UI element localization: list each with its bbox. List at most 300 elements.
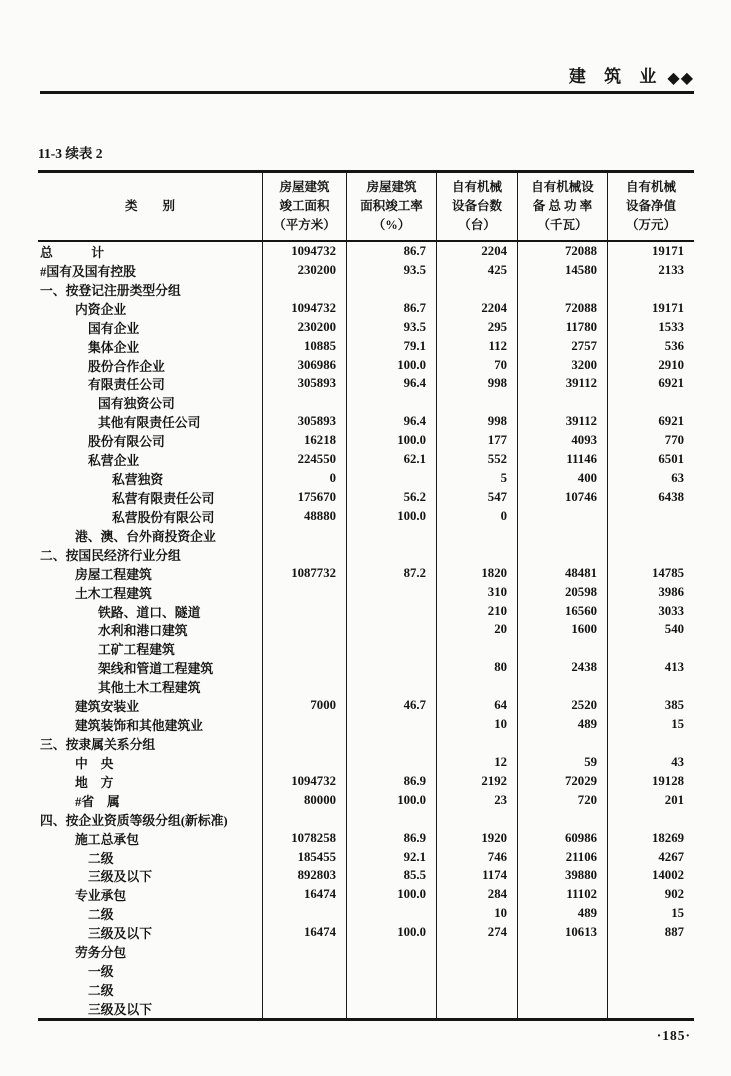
cell-value: 552 xyxy=(436,450,517,469)
cell-value: 3033 xyxy=(607,602,694,621)
column-header: 类 别 xyxy=(124,199,175,214)
table-row xyxy=(38,261,694,280)
row-label: 三级及以下 xyxy=(88,1002,152,1017)
row-label: 有限责任公司 xyxy=(88,378,165,393)
cell-value xyxy=(607,677,694,696)
cell-value: 2133 xyxy=(607,261,694,280)
cell-value: 100.0 xyxy=(346,507,436,526)
table-row xyxy=(38,639,694,658)
cell-value: 80000 xyxy=(262,791,346,810)
cell-value xyxy=(436,526,517,545)
cell-value: 274 xyxy=(436,923,517,942)
cell-value: 86.9 xyxy=(346,829,436,848)
cell-value: 1087732 xyxy=(262,564,346,583)
row-label: 总 计 xyxy=(40,246,104,260)
table-row xyxy=(38,299,694,318)
cell-value: 2438 xyxy=(517,658,607,677)
cell-value: 4267 xyxy=(607,848,694,867)
cell-value xyxy=(517,545,607,564)
cell-value: 306986 xyxy=(262,356,346,375)
table-row xyxy=(38,866,694,885)
column-header: 房屋建筑 竣工面积 （平方米） xyxy=(262,173,346,240)
cell-value: 43 xyxy=(607,753,694,772)
row-label: 其他土木工程建筑 xyxy=(98,681,201,696)
cell-value: 79.1 xyxy=(346,337,436,356)
cell-value xyxy=(346,545,436,564)
table-row xyxy=(38,602,694,621)
cell-value: 201 xyxy=(607,791,694,810)
cell-value xyxy=(262,980,346,999)
cell-value: 48880 xyxy=(262,507,346,526)
cell-value: 59 xyxy=(517,753,607,772)
cell-value: 16560 xyxy=(517,602,607,621)
table-row xyxy=(38,356,694,375)
cell-value: 56.2 xyxy=(346,488,436,507)
cell-value xyxy=(346,677,436,696)
cell-value xyxy=(346,393,436,412)
cell-value: 177 xyxy=(436,431,517,450)
cell-value: 10 xyxy=(436,715,517,734)
cell-value xyxy=(262,753,346,772)
cell-value xyxy=(346,583,436,602)
cell-value xyxy=(436,280,517,299)
row-label: 国有独资公司 xyxy=(98,397,175,412)
cell-value: 7000 xyxy=(262,696,346,715)
cell-value: 1533 xyxy=(607,318,694,337)
cell-value: 2192 xyxy=(436,772,517,791)
cell-value: 19171 xyxy=(607,242,694,261)
cell-value: 72088 xyxy=(517,242,607,261)
cell-value: 6438 xyxy=(607,488,694,507)
cell-value xyxy=(436,999,517,1018)
row-label: 股份有限公司 xyxy=(88,435,165,450)
cell-value: 100.0 xyxy=(346,431,436,450)
page-number: ·185· xyxy=(656,1028,691,1043)
cell-value: 2204 xyxy=(436,242,517,261)
cell-value: 4093 xyxy=(517,431,607,450)
table-row xyxy=(38,545,694,564)
row-label: 私营有限责任公司 xyxy=(112,491,215,506)
cell-value xyxy=(607,639,694,658)
cell-value xyxy=(517,677,607,696)
cell-value: 902 xyxy=(607,885,694,904)
row-label: 三级及以下 xyxy=(88,870,152,885)
column-header: 自有机械 设备净值 （万元） xyxy=(607,173,694,240)
cell-value xyxy=(346,280,436,299)
cell-value: 746 xyxy=(436,848,517,867)
table-row xyxy=(38,904,694,923)
cell-value xyxy=(346,715,436,734)
cell-value: 1094732 xyxy=(262,299,346,318)
row-label: 建筑安装业 xyxy=(75,700,139,715)
cell-value xyxy=(517,942,607,961)
table-row xyxy=(38,942,694,961)
row-label: 四、按企业资质等级分组(新标准) xyxy=(40,813,228,828)
cell-value xyxy=(607,961,694,980)
cell-value xyxy=(436,961,517,980)
cell-value: 20598 xyxy=(517,583,607,602)
cell-value xyxy=(346,469,436,488)
cell-value: 48481 xyxy=(517,564,607,583)
cell-value: 12 xyxy=(436,753,517,772)
cell-value xyxy=(262,583,346,602)
cell-value: 425 xyxy=(436,261,517,280)
cell-value xyxy=(262,393,346,412)
cell-value xyxy=(262,677,346,696)
cell-value: 892803 xyxy=(262,866,346,885)
cell-value: 1174 xyxy=(436,866,517,885)
cell-value: 14580 xyxy=(517,261,607,280)
cell-value xyxy=(517,961,607,980)
cell-value: 16218 xyxy=(262,431,346,450)
cell-value xyxy=(517,639,607,658)
cell-value: 80 xyxy=(436,658,517,677)
cell-value: 305893 xyxy=(262,412,346,431)
row-label: 二、按国民经济行业分组 xyxy=(40,548,181,563)
cell-value xyxy=(607,545,694,564)
cell-value xyxy=(262,280,346,299)
table-row xyxy=(38,696,694,715)
row-label: 三级及以下 xyxy=(88,927,152,942)
row-label: 私营股份有限公司 xyxy=(112,510,215,525)
cell-value xyxy=(346,526,436,545)
cell-value: 3986 xyxy=(607,583,694,602)
cell-value xyxy=(436,980,517,999)
cell-value xyxy=(607,526,694,545)
cell-value: 15 xyxy=(607,715,694,734)
row-label: 集体企业 xyxy=(88,340,140,355)
row-label: 架线和管道工程建筑 xyxy=(98,662,214,677)
cell-value: 385 xyxy=(607,696,694,715)
row-label: 国有企业 xyxy=(88,321,140,336)
table-row xyxy=(38,658,694,677)
cell-value: 96.4 xyxy=(346,374,436,393)
cell-value: 72088 xyxy=(517,299,607,318)
cell-value: 93.5 xyxy=(346,261,436,280)
table-row xyxy=(38,393,694,412)
cell-value: 536 xyxy=(607,337,694,356)
cell-value xyxy=(607,734,694,753)
cell-value: 100.0 xyxy=(346,356,436,375)
cell-value: 16474 xyxy=(262,885,346,904)
row-label: 二级 xyxy=(88,983,114,998)
cell-value xyxy=(517,980,607,999)
cell-value: 887 xyxy=(607,923,694,942)
cell-value xyxy=(346,999,436,1018)
cell-value xyxy=(262,715,346,734)
row-label: 水利和港口建筑 xyxy=(98,624,188,639)
table-row xyxy=(38,772,694,791)
table-header-row xyxy=(38,173,694,242)
cell-value: 210 xyxy=(436,602,517,621)
row-label: #省 属 xyxy=(75,794,120,809)
cell-value: 21106 xyxy=(517,848,607,867)
row-label: 劳务分包 xyxy=(75,946,127,961)
column-header: 自有机械 设备台数 （台） xyxy=(436,173,517,240)
cell-value xyxy=(262,658,346,677)
cell-value: 39112 xyxy=(517,412,607,431)
row-label: 一、按登记注册类型分组 xyxy=(40,283,181,298)
cell-value xyxy=(346,942,436,961)
cell-value: 547 xyxy=(436,488,517,507)
table-row xyxy=(38,829,694,848)
table-row xyxy=(38,923,694,942)
row-label: 内资企业 xyxy=(75,302,127,317)
cell-value: 16474 xyxy=(262,923,346,942)
cell-value: 1600 xyxy=(517,620,607,639)
diamond-icons: ◆◆ xyxy=(667,70,694,87)
cell-value: 19128 xyxy=(607,772,694,791)
cell-value xyxy=(517,999,607,1018)
cell-value: 60986 xyxy=(517,829,607,848)
running-head xyxy=(40,62,694,94)
cell-value xyxy=(607,280,694,299)
cell-value: 18269 xyxy=(607,829,694,848)
cell-value xyxy=(607,507,694,526)
cell-value xyxy=(262,734,346,753)
cell-value: 0 xyxy=(262,469,346,488)
cell-value: 489 xyxy=(517,904,607,923)
table-row xyxy=(38,810,694,829)
cell-value: 11146 xyxy=(517,450,607,469)
cell-value: 96.4 xyxy=(346,412,436,431)
cell-value xyxy=(262,999,346,1018)
cell-value xyxy=(262,602,346,621)
cell-value xyxy=(346,753,436,772)
cell-value: 15 xyxy=(607,904,694,923)
row-label: 工矿工程建筑 xyxy=(98,643,175,658)
cell-value: 0 xyxy=(436,507,517,526)
cell-value: 86.7 xyxy=(346,242,436,261)
table-row xyxy=(38,318,694,337)
cell-value xyxy=(346,658,436,677)
cell-value: 10613 xyxy=(517,923,607,942)
cell-value: 62.1 xyxy=(346,450,436,469)
table-row xyxy=(38,412,694,431)
cell-value: 489 xyxy=(517,715,607,734)
cell-value: 10885 xyxy=(262,337,346,356)
cell-value xyxy=(436,545,517,564)
table-row xyxy=(38,999,694,1018)
table-row xyxy=(38,431,694,450)
cell-value: 64 xyxy=(436,696,517,715)
row-label: 土木工程建筑 xyxy=(75,586,152,601)
cell-value xyxy=(346,961,436,980)
table-row xyxy=(38,734,694,753)
cell-value xyxy=(607,980,694,999)
cell-value: 100.0 xyxy=(346,791,436,810)
table-row xyxy=(38,450,694,469)
cell-value: 284 xyxy=(436,885,517,904)
row-label: 其他有限责任公司 xyxy=(98,416,201,431)
row-label: 一级 xyxy=(88,965,114,980)
row-label: 三、按隶属关系分组 xyxy=(40,737,156,752)
cell-value: 39880 xyxy=(517,866,607,885)
cell-value: 1820 xyxy=(436,564,517,583)
cell-value: 10746 xyxy=(517,488,607,507)
table-row xyxy=(38,337,694,356)
cell-value xyxy=(607,942,694,961)
table-row xyxy=(38,961,694,980)
table-row xyxy=(38,885,694,904)
cell-value: 14002 xyxy=(607,866,694,885)
cell-value: 39112 xyxy=(517,374,607,393)
table-row xyxy=(38,848,694,867)
cell-value xyxy=(262,961,346,980)
table-row xyxy=(38,507,694,526)
cell-value: 20 xyxy=(436,620,517,639)
row-label: 铁路、道口、隧道 xyxy=(98,605,201,620)
table-row xyxy=(38,715,694,734)
row-label: 港、澳、台外商投资企业 xyxy=(75,529,216,544)
cell-value: 720 xyxy=(517,791,607,810)
cell-value: 230200 xyxy=(262,261,346,280)
cell-value xyxy=(262,526,346,545)
table-row xyxy=(38,791,694,810)
row-label: 中 央 xyxy=(75,756,114,771)
cell-value xyxy=(262,810,346,829)
cell-value: 2204 xyxy=(436,299,517,318)
cell-value: 998 xyxy=(436,374,517,393)
cell-value: 540 xyxy=(607,620,694,639)
row-label: 股份合作企业 xyxy=(88,359,165,374)
table-caption: 11-3 续表 2 xyxy=(38,146,103,161)
row-label: 二级 xyxy=(88,851,114,866)
cell-value xyxy=(607,999,694,1018)
table-row xyxy=(38,753,694,772)
cell-value xyxy=(436,734,517,753)
cell-value: 86.7 xyxy=(346,299,436,318)
cell-value: 87.2 xyxy=(346,564,436,583)
cell-value: 72029 xyxy=(517,772,607,791)
row-label: 专业承包 xyxy=(75,889,127,904)
row-label: 施工总承包 xyxy=(75,832,139,847)
cell-value: 14785 xyxy=(607,564,694,583)
chapter-title: 建 筑 业 xyxy=(568,67,664,86)
cell-value: 100.0 xyxy=(346,923,436,942)
cell-value xyxy=(262,620,346,639)
cell-value: 92.1 xyxy=(346,848,436,867)
cell-value: 70 xyxy=(436,356,517,375)
cell-value xyxy=(346,734,436,753)
cell-value xyxy=(517,734,607,753)
cell-value: 6501 xyxy=(607,450,694,469)
cell-value xyxy=(517,526,607,545)
cell-value: 1094732 xyxy=(262,772,346,791)
table-row xyxy=(38,526,694,545)
cell-value: 1094732 xyxy=(262,242,346,261)
cell-value: 400 xyxy=(517,469,607,488)
cell-value: 305893 xyxy=(262,374,346,393)
table-row xyxy=(38,564,694,583)
cell-value: 2910 xyxy=(607,356,694,375)
cell-value: 100.0 xyxy=(346,885,436,904)
cell-value xyxy=(517,280,607,299)
cell-value: 295 xyxy=(436,318,517,337)
column-header: 自有机械设 备 总 功 率 （千瓦） xyxy=(517,173,607,240)
cell-value xyxy=(262,942,346,961)
cell-value xyxy=(346,980,436,999)
table-row xyxy=(38,374,694,393)
row-label: 私营独资 xyxy=(112,473,164,488)
table-row xyxy=(38,583,694,602)
cell-value: 310 xyxy=(436,583,517,602)
statistics-table xyxy=(38,170,694,1021)
cell-value: 46.7 xyxy=(346,696,436,715)
row-label: 地 方 xyxy=(75,775,114,790)
cell-value: 86.9 xyxy=(346,772,436,791)
cell-value xyxy=(346,810,436,829)
cell-value xyxy=(436,677,517,696)
cell-value xyxy=(346,620,436,639)
cell-value xyxy=(262,639,346,658)
cell-value: 3200 xyxy=(517,356,607,375)
cell-value xyxy=(607,393,694,412)
table-body xyxy=(38,242,694,1018)
cell-value xyxy=(436,942,517,961)
cell-value: 6921 xyxy=(607,374,694,393)
row-label: 房屋工程建筑 xyxy=(75,567,152,582)
cell-value xyxy=(436,393,517,412)
table-row xyxy=(38,980,694,999)
cell-value: 413 xyxy=(607,658,694,677)
cell-value: 998 xyxy=(436,412,517,431)
cell-value xyxy=(436,639,517,658)
cell-value: 19171 xyxy=(607,299,694,318)
cell-value: 770 xyxy=(607,431,694,450)
cell-value: 23 xyxy=(436,791,517,810)
cell-value: 93.5 xyxy=(346,318,436,337)
row-label: 私营企业 xyxy=(88,454,140,469)
cell-value xyxy=(517,810,607,829)
cell-value: 5 xyxy=(436,469,517,488)
cell-value: 2520 xyxy=(517,696,607,715)
cell-value: 185455 xyxy=(262,848,346,867)
cell-value: 112 xyxy=(436,337,517,356)
cell-value: 11102 xyxy=(517,885,607,904)
table-row xyxy=(38,488,694,507)
row-label: #国有及国有控股 xyxy=(40,264,136,279)
table-row xyxy=(38,620,694,639)
cell-value xyxy=(262,904,346,923)
cell-value xyxy=(346,639,436,658)
cell-value xyxy=(517,393,607,412)
table-row xyxy=(38,677,694,696)
column-header: 房屋建筑 面积竣工率 （%） xyxy=(346,173,436,240)
row-label: 二级 xyxy=(88,908,114,923)
cell-value: 224550 xyxy=(262,450,346,469)
cell-value: 175670 xyxy=(262,488,346,507)
row-label: 建筑装饰和其他建筑业 xyxy=(75,719,203,734)
table-row xyxy=(38,242,694,261)
cell-value xyxy=(607,810,694,829)
cell-value xyxy=(346,602,436,621)
cell-value: 63 xyxy=(607,469,694,488)
cell-value: 6921 xyxy=(607,412,694,431)
cell-value: 85.5 xyxy=(346,866,436,885)
cell-value xyxy=(346,904,436,923)
cell-value: 10 xyxy=(436,904,517,923)
cell-value xyxy=(517,507,607,526)
cell-value xyxy=(436,810,517,829)
table-row xyxy=(38,280,694,299)
cell-value: 1920 xyxy=(436,829,517,848)
table-row xyxy=(38,469,694,488)
cell-value: 2757 xyxy=(517,337,607,356)
cell-value xyxy=(262,545,346,564)
cell-value: 230200 xyxy=(262,318,346,337)
cell-value: 11780 xyxy=(517,318,607,337)
